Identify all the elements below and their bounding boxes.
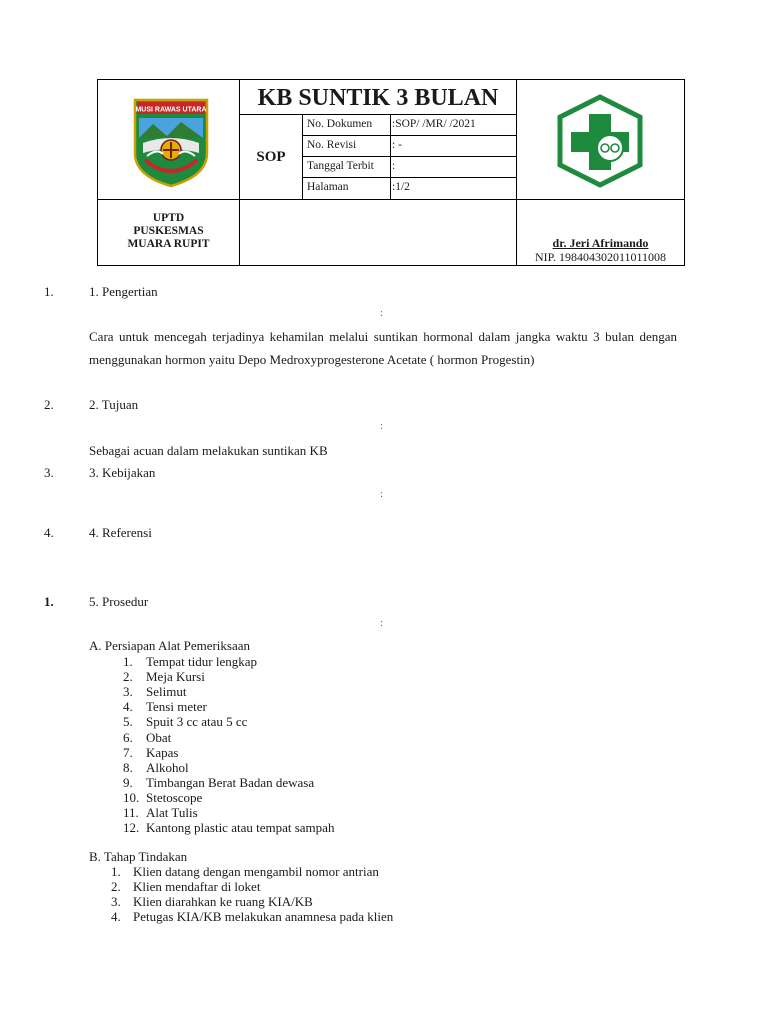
action-step: Petugas KIA/KB melakukan anamnesa pada klien: [133, 909, 394, 925]
equipment-item: Stetoscope: [146, 789, 203, 805]
action-step-number: 1.: [111, 864, 121, 879]
equipment-item-number: 11.: [123, 805, 139, 820]
equipment-item: Alkohol: [146, 759, 189, 775]
equipment-item-number: 6.: [123, 729, 133, 745]
action-step-number: 3.: [111, 894, 121, 910]
sop-label: SOP: [256, 149, 286, 165]
field-value-no-revisi: : -: [392, 139, 402, 151]
field-value-halaman: :1/2: [392, 181, 410, 193]
equipment-item-number: 5.: [123, 714, 133, 730]
org-line-2: PUSKESMAS: [133, 225, 204, 237]
section-text-tujuan: Sebagai acuan dalam melakukan suntikan KB: [89, 443, 328, 458]
field-value-tanggal-terbit: :: [392, 160, 396, 172]
equipment-item-number: 10.: [123, 789, 140, 805]
section-number: 1.: [44, 284, 54, 299]
section-colon: :: [380, 488, 384, 500]
regency-emblem-logo: [133, 98, 209, 188]
section-number: 1.: [44, 594, 54, 609]
equipment-item-number: 8.: [123, 759, 133, 775]
field-label-halaman: Halaman: [307, 181, 349, 193]
action-step-number: 2.: [111, 879, 121, 895]
section-text-pengertian: Cara untuk mencegah terjadinya kehamilan melalui suntikan hormonal dalam jangka waktu 3 bulan dengan menggunakan hormon yaitu Depo Medroxyprogesterone Acetate ( hormon Progestin): [89, 329, 677, 367]
equipment-item: Kapas: [146, 744, 179, 760]
field-label-no-dokumen: No. Dokumen: [307, 118, 373, 130]
action-step: Klien mendaftar di loket: [133, 879, 261, 895]
equipment-item-number: 1.: [123, 654, 133, 669]
field-label-no-revisi: No. Revisi: [307, 139, 357, 151]
section-title-referensi: 4. Referensi: [89, 525, 152, 540]
field-label-tanggal-terbit: Tanggal Terbit: [307, 160, 374, 172]
equipment-item: Selimut: [146, 684, 187, 700]
section-title-pengertian: 1. Pengertian: [89, 284, 158, 299]
document-title: KB SUNTIK 3 BULAN: [257, 85, 499, 111]
signer-name: dr. Jeri Afrimando: [552, 236, 649, 250]
section-colon: :: [380, 617, 384, 629]
equipment-item: Tensi meter: [146, 699, 207, 715]
equipment-item-number: 7.: [123, 744, 133, 760]
puskesmas-name: [98, 212, 239, 251]
action-step-number: 4.: [111, 909, 121, 925]
section-number: 2.: [44, 397, 54, 412]
puskesmas-logo: [556, 94, 644, 188]
equipment-item: Alat Tulis: [146, 805, 198, 820]
section-number: 4.: [44, 525, 54, 540]
section-colon: :: [380, 420, 384, 432]
signer-nip: NIP. 198404302011011008: [534, 250, 667, 264]
section-number: 3.: [44, 465, 54, 480]
equipment-item: Tempat tidur lengkap: [146, 654, 258, 669]
equipment-item-number: 4.: [123, 699, 133, 715]
section-title-prosedur: 5. Prosedur: [89, 594, 149, 609]
org-line-1: UPTD: [152, 212, 185, 224]
action-step: Klien datang dengan mengambil nomor antrian: [133, 864, 379, 879]
emblem-banner-text: MUSI RAWAS UTARA: [135, 106, 207, 114]
equipment-item-number: 3.: [123, 684, 133, 700]
section-colon: :: [380, 307, 384, 319]
equipment-item: Kantong plastic atau tempat sampah: [146, 820, 335, 836]
equipment-item-number: 12.: [123, 820, 140, 836]
equipment-item: Obat: [146, 729, 172, 745]
equipment-item: Spuit 3 cc atau 5 cc: [146, 714, 248, 730]
equipment-item: Meja Kursi: [146, 669, 205, 685]
header-divider: [97, 199, 685, 200]
equipment-item: Timbangan Berat Badan dewasa: [146, 774, 315, 790]
org-line-3: MUARA RUPIT: [127, 238, 210, 250]
section-title-kebijakan: 3. Kebijakan: [89, 465, 156, 480]
equipment-item-number: 9.: [123, 774, 133, 790]
equipment-item-number: 2.: [123, 669, 133, 685]
procedure-part-a-title: A. Persiapan Alat Pemeriksaan: [89, 638, 251, 653]
field-value-no-dokumen: :SOP/ /MR/ /2021: [392, 118, 476, 130]
section-title-tujuan: 2. Tujuan: [89, 397, 139, 412]
procedure-part-b-title: B. Tahap Tindakan: [89, 849, 188, 864]
action-step: Klien diarahkan ke ruang KIA/KB: [133, 894, 313, 910]
